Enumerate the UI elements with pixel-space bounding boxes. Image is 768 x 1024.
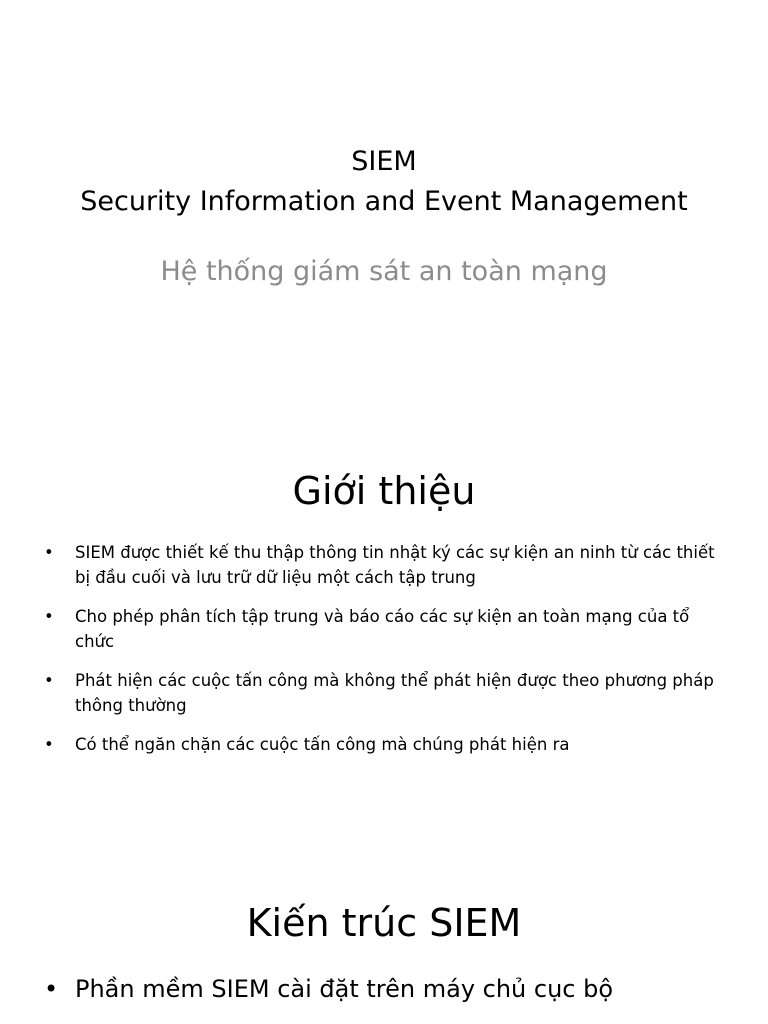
slide-title bbox=[0, 142, 768, 222]
list-item bbox=[44, 970, 724, 1008]
architecture-bullet-list bbox=[44, 970, 724, 1008]
bullet-text: Phát hiện các cuộc tấn công mà không thể phát hiện được theo phương pháp thông thường bbox=[75, 671, 714, 715]
bullet-text: Có thể ngăn chặn các cuộc tấn công mà chúng phát hiện ra bbox=[75, 735, 570, 754]
list-item bbox=[44, 540, 724, 590]
bullet-icon: • bbox=[44, 543, 54, 562]
bullet-text: Cho phép phân tích tập trung và báo cáo các sự kiện an toàn mạng của tổ chức bbox=[75, 607, 690, 651]
slide-subtitle: Hệ thống giám sát an toàn mạng bbox=[160, 256, 608, 287]
title-line-siem: SIEM bbox=[351, 146, 417, 177]
bullet-icon: • bbox=[44, 607, 54, 626]
introduction-slide bbox=[0, 384, 768, 768]
architecture-heading: Kiến trúc SIEM bbox=[246, 901, 522, 945]
list-item bbox=[44, 668, 724, 718]
title-slide bbox=[0, 0, 768, 384]
bullet-icon: • bbox=[44, 735, 54, 754]
bullet-icon: • bbox=[44, 671, 54, 690]
architecture-slide bbox=[0, 768, 768, 1024]
list-item bbox=[44, 604, 724, 654]
title-line-full-name: Security Information and Event Management bbox=[80, 186, 688, 217]
introduction-heading: Giới thiệu bbox=[292, 469, 476, 513]
list-item bbox=[44, 732, 724, 757]
bullet-icon: • bbox=[44, 975, 59, 1003]
bullet-text: Phần mềm SIEM cài đặt trên máy chủ cục bộ bbox=[75, 975, 614, 1003]
bullet-text: SIEM được thiết kế thu thập thông tin nhật ký các sự kiện an ninh từ các thiết bị đầu cuối và lưu trữ dữ liệu một cách tập trung bbox=[75, 543, 715, 587]
introduction-bullet-list bbox=[44, 540, 724, 771]
